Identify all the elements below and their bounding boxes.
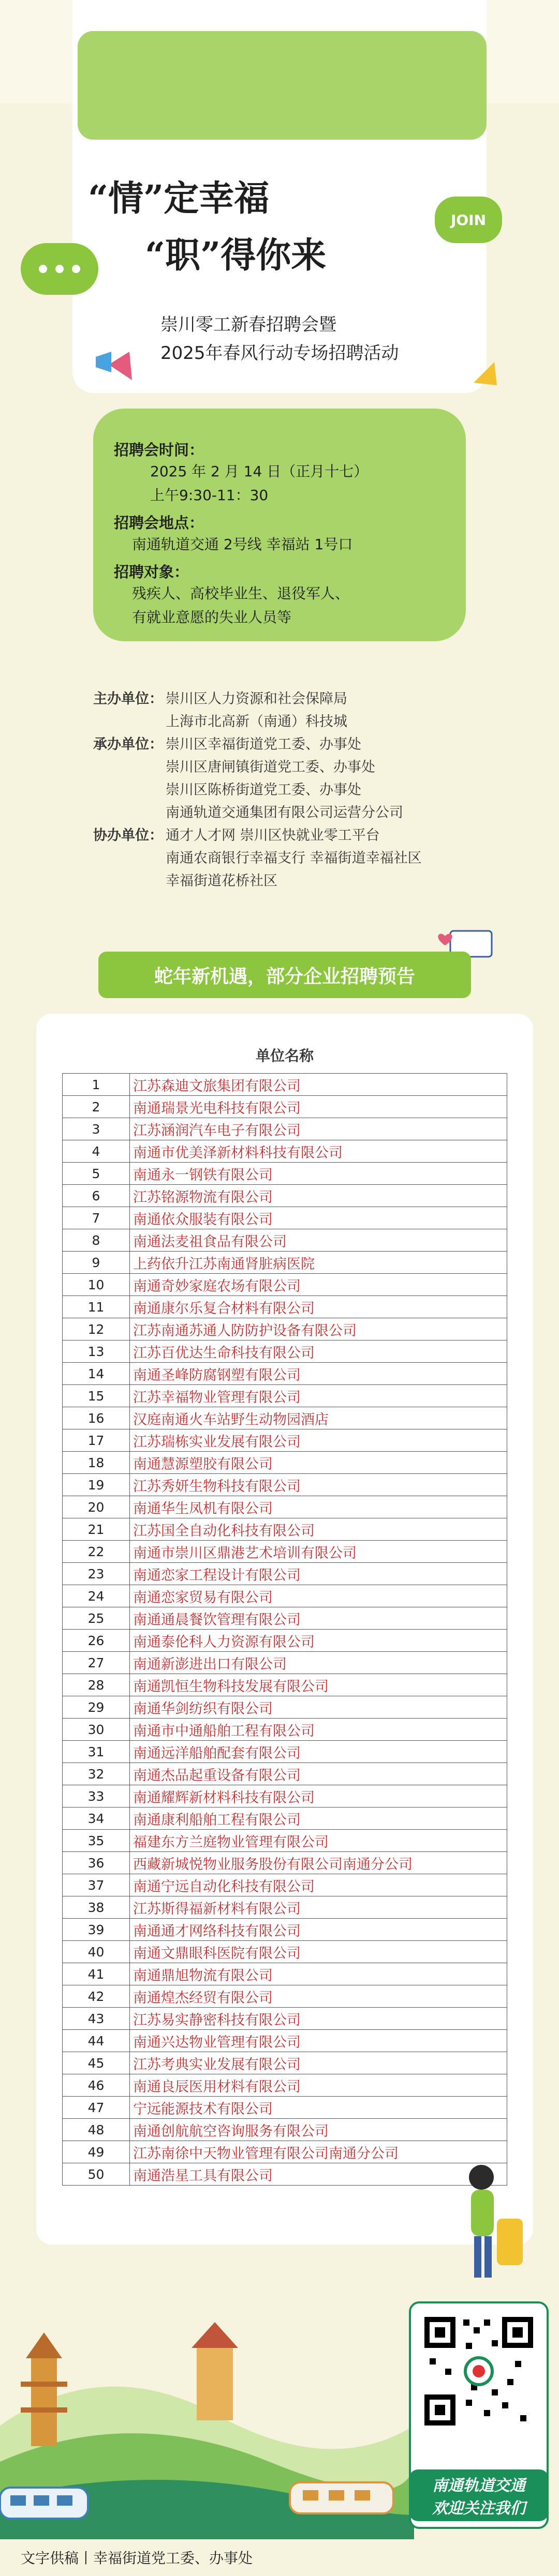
row-number: 2 [63,1096,130,1118]
table-row [63,1630,507,1652]
row-number: 48 [63,2119,130,2141]
company-name: 汉庭南通火车站野生动物园酒店 [130,1407,507,1429]
company-name: 南通康利船舶工程有限公司 [130,1807,507,1830]
row-number: 11 [63,1296,130,1318]
table-row [63,1830,507,1852]
hero-title-line2: “职”得你来 [145,235,327,276]
row-number: 10 [63,1274,130,1296]
table-row [63,1852,507,1874]
company-name: 福建东方兰庭物业管理有限公司 [130,1830,507,1852]
table-row [63,1607,507,1630]
company-name: 南通慧源塑胶有限公司 [130,1452,507,1474]
company-name: 南通瑞景光电科技有限公司 [130,1096,507,1118]
row-number: 27 [63,1652,130,1674]
row-number: 25 [63,1607,130,1630]
table-row [63,1318,507,1340]
row-number: 8 [63,1229,130,1252]
company-name: 江苏铭源物流有限公司 [130,1185,507,1207]
company-name: 南通通才网络科技有限公司 [130,1919,507,1941]
table-row [63,1429,507,1452]
event-info-box [93,409,466,641]
row-number: 13 [63,1340,130,1363]
company-name: 南通煌杰经贸有限公司 [130,1985,507,2008]
table-row [63,1118,507,1140]
table-row [63,1741,507,1763]
row-number: 26 [63,1630,130,1652]
hero-title-line1: “情”定幸福 [88,178,270,219]
company-name: 江苏斯得福新材料有限公司 [130,1896,507,1919]
undertake-item: 崇川区唐闸镇街道党工委、办事处 [166,759,375,775]
company-name: 江苏考典实业发展有限公司 [130,2052,507,2074]
table-row [63,2141,507,2163]
row-number: 17 [63,1429,130,1452]
row-number: 49 [63,2141,130,2163]
table-row [63,1963,507,1985]
row-number: 19 [63,1474,130,1496]
table-row [63,1807,507,1830]
table-row [63,1719,507,1741]
row-number: 1 [63,1074,130,1096]
megaphone-icon [109,352,132,380]
row-number: 41 [63,1963,130,1985]
row-number: 6 [63,1185,130,1207]
table-row [63,1074,507,1096]
assist-item: 通才人才网 崇川区快就业零工平台 [166,827,380,843]
host-item: 上海市北高新（南通）科技城 [166,714,347,730]
pattern-right [487,0,559,103]
lighthouse-icon [192,2322,238,2420]
qr-code-icon[interactable] [419,2312,538,2431]
brand-line1: 南通轨道交通 [432,2477,525,2495]
table-row [63,1652,507,1674]
table-row [63,1896,507,1919]
table-row [63,2030,507,2052]
company-name: 南通恋家贸易有限公司 [130,1585,507,1607]
row-number: 29 [63,1696,130,1719]
table-row [63,1518,507,1541]
company-name: 南通恋家工程设计有限公司 [130,1563,507,1585]
row-number: 42 [63,1985,130,2008]
table-row [63,1496,507,1518]
company-name: 南通浩星工具有限公司 [130,2163,507,2186]
company-name: 南通依众服装有限公司 [130,1207,507,1229]
target-line2: 有就业意愿的失业人员等 [132,609,292,626]
assist-item: 幸福街道花桥社区 [166,873,277,889]
company-name: 南通圣峰防腐钢塑有限公司 [130,1363,507,1385]
host-row [93,688,538,733]
hero-subtitle-line1: 崇川零工新春招聘会暨 [160,314,336,335]
row-number: 34 [63,1807,130,1830]
time-label: 招聘会时间： [114,441,204,459]
table-row [63,2074,507,2097]
table-row [63,1340,507,1363]
company-name: 南通凯恒生物科技发展有限公司 [130,1674,507,1696]
row-number: 33 [63,1785,130,1807]
row-number: 45 [63,2052,130,2074]
time-date: 2025 年 2 月 14 日（正月十七） [150,463,369,480]
company-name: 江苏森迪文旅集团有限公司 [130,1074,507,1096]
target-label: 招聘对象： [114,563,189,581]
table-row [63,1874,507,1896]
table-row [63,1252,507,1274]
table-row [63,1096,507,1118]
company-name: 江苏瑞栋实业发展有限公司 [130,1429,507,1452]
target-line1: 残疾人、高校毕业生、退役军人、 [132,585,350,602]
table-row [63,1941,507,1963]
row-number: 16 [63,1407,130,1429]
row-number: 23 [63,1563,130,1585]
row-number: 28 [63,1674,130,1696]
row-number: 37 [63,1874,130,1896]
company-name: 江苏幸福物业管理有限公司 [130,1385,507,1407]
company-name: 南通新澎进出口有限公司 [130,1652,507,1674]
table-row [63,1919,507,1941]
table-row [63,1585,507,1607]
company-name: 江苏涵润汽车电子有限公司 [130,1118,507,1140]
company-name: 南通市中通船舶工程有限公司 [130,1719,507,1741]
company-name: 南通良辰医用材料有限公司 [130,2074,507,2097]
company-name: 南通华剑纺织有限公司 [130,1696,507,1719]
table-row [63,1563,507,1585]
company-name: 宁远能源技术有限公司 [130,2097,507,2119]
table-row [63,1140,507,1163]
company-name: 江苏南通苏通人防防护设备有限公司 [130,1318,507,1340]
table-row [63,1407,507,1429]
row-number: 18 [63,1452,130,1474]
row-number: 20 [63,1496,130,1518]
company-table [62,1073,507,2186]
row-number: 4 [63,1140,130,1163]
credit-text: 文字供稿丨幸福街道党工委、办事处 [21,2550,253,2567]
table-row [63,1163,507,1185]
table-row [63,1185,507,1207]
arrow-cursor-icon [474,362,497,385]
company-name: 南通奇妙家庭农场有限公司 [130,1274,507,1296]
table-row [63,1674,507,1696]
company-name: 南通鼎旭物流有限公司 [130,1963,507,1985]
table-row [63,2119,507,2141]
table-row [63,1274,507,1296]
undertake-item: 南通轨道交通集团有限公司运营分公司 [166,805,403,821]
undertake-item: 崇川区幸福街道党工委、办事处 [166,736,361,752]
undertake-item: 崇川区陈桥街道党工委、办事处 [166,782,361,798]
company-name: 南通康尔乐复合材料有限公司 [130,1296,507,1318]
company-name: 南通文鼎眼科医院有限公司 [130,1941,507,1963]
company-name: 南通市崇川区鼎港艺术培训有限公司 [130,1541,507,1563]
company-name: 南通市优美泽新材料科技有限公司 [130,1140,507,1163]
assist-label: 协办单位： [93,827,163,843]
undertake-row [93,733,538,824]
row-number: 30 [63,1719,130,1741]
table-row [63,1229,507,1252]
company-name: 上药依升江苏南通肾脏病医院 [130,1252,507,1274]
row-number: 38 [63,1896,130,1919]
undertake-label: 承办单位： [93,736,163,752]
time-hours: 上午9:30-11：30 [150,487,269,504]
row-number: 24 [63,1585,130,1607]
host-label: 主办单位： [93,691,163,707]
host-item: 崇川区人力资源和社会保障局 [166,691,347,707]
brand-label [409,2475,549,2520]
row-number: 12 [63,1318,130,1340]
company-name: 南通华生凤机有限公司 [130,1496,507,1518]
table-row [63,1541,507,1563]
row-number: 39 [63,1919,130,1941]
row-number: 50 [63,2163,130,2186]
table-header: 单位名称 [255,1047,314,1064]
section-banner: 蛇年新机遇，部分企业招聘预告 [98,952,471,998]
place-label: 招聘会地点： [114,514,204,532]
row-number: 36 [63,1852,130,1874]
row-number: 14 [63,1363,130,1385]
pattern-left [0,0,72,103]
table-row [63,1696,507,1719]
row-number: 32 [63,1763,130,1785]
row-number: 44 [63,2030,130,2052]
table-row [63,2163,507,2186]
company-name: 西藏新城悦物业服务股份有限公司南通分公司 [130,1852,507,1874]
chat-bubble-icon [21,243,98,295]
company-name: 南通远洋船舶配套有限公司 [130,1741,507,1763]
table-row [63,1452,507,1474]
row-number: 43 [63,2008,130,2030]
table-row [63,1296,507,1318]
company-name: 江苏百优达生命科技有限公司 [130,1340,507,1363]
company-name: 南通宁远自动化科技有限公司 [130,1874,507,1896]
row-number: 15 [63,1385,130,1407]
organizers-section [93,688,538,893]
join-badge: JOIN [435,197,502,243]
suitcase-person-illustration [445,2157,533,2291]
row-number: 22 [63,1541,130,1563]
row-number: 35 [63,1830,130,1852]
table-row [63,1785,507,1807]
company-name: 南通通晨餐饮管理有限公司 [130,1607,507,1630]
table-row [63,1363,507,1385]
row-number: 7 [63,1207,130,1229]
company-name: 南通耀辉新材料科技有限公司 [130,1785,507,1807]
table-row [63,1763,507,1785]
row-number: 5 [63,1163,130,1185]
table-row [63,1985,507,2008]
company-name: 南通杰品起重设备有限公司 [130,1763,507,1785]
company-name: 南通创航航空咨询服务有限公司 [130,2119,507,2141]
company-name: 江苏易实静密科技有限公司 [130,2008,507,2030]
company-name: 南通法麦祖食品有限公司 [130,1229,507,1252]
table-row [63,2008,507,2030]
assist-row [93,824,538,893]
company-name: 南通兴达物业管理有限公司 [130,2030,507,2052]
table-row [63,1385,507,1407]
assist-item: 南通农商银行幸福支行 幸福街道幸福社区 [166,850,422,866]
table-row [63,1207,507,1229]
table-row [63,2097,507,2119]
company-name: 南通永一钢铁有限公司 [130,1163,507,1185]
row-number: 40 [63,1941,130,1963]
row-number: 21 [63,1518,130,1541]
company-name: 江苏南徐中天物业管理有限公司南通分公司 [130,2141,507,2163]
row-number: 31 [63,1741,130,1763]
row-number: 46 [63,2074,130,2097]
row-number: 3 [63,1118,130,1140]
table-row [63,2052,507,2074]
company-name: 江苏秀妍生物科技有限公司 [130,1474,507,1496]
row-number: 9 [63,1252,130,1274]
table-row [63,1474,507,1496]
row-number: 47 [63,2097,130,2119]
brand-line2: 欢迎关注我们 [432,2499,525,2518]
company-name: 江苏国全自动化科技有限公司 [130,1518,507,1541]
hero-subtitle-line2: 2025年春风行动专场招聘活动 [160,343,399,364]
place-value: 南通轨道交通 2号线 幸福站 1号口 [132,536,353,553]
company-name: 南通泰伦科人力资源有限公司 [130,1630,507,1652]
